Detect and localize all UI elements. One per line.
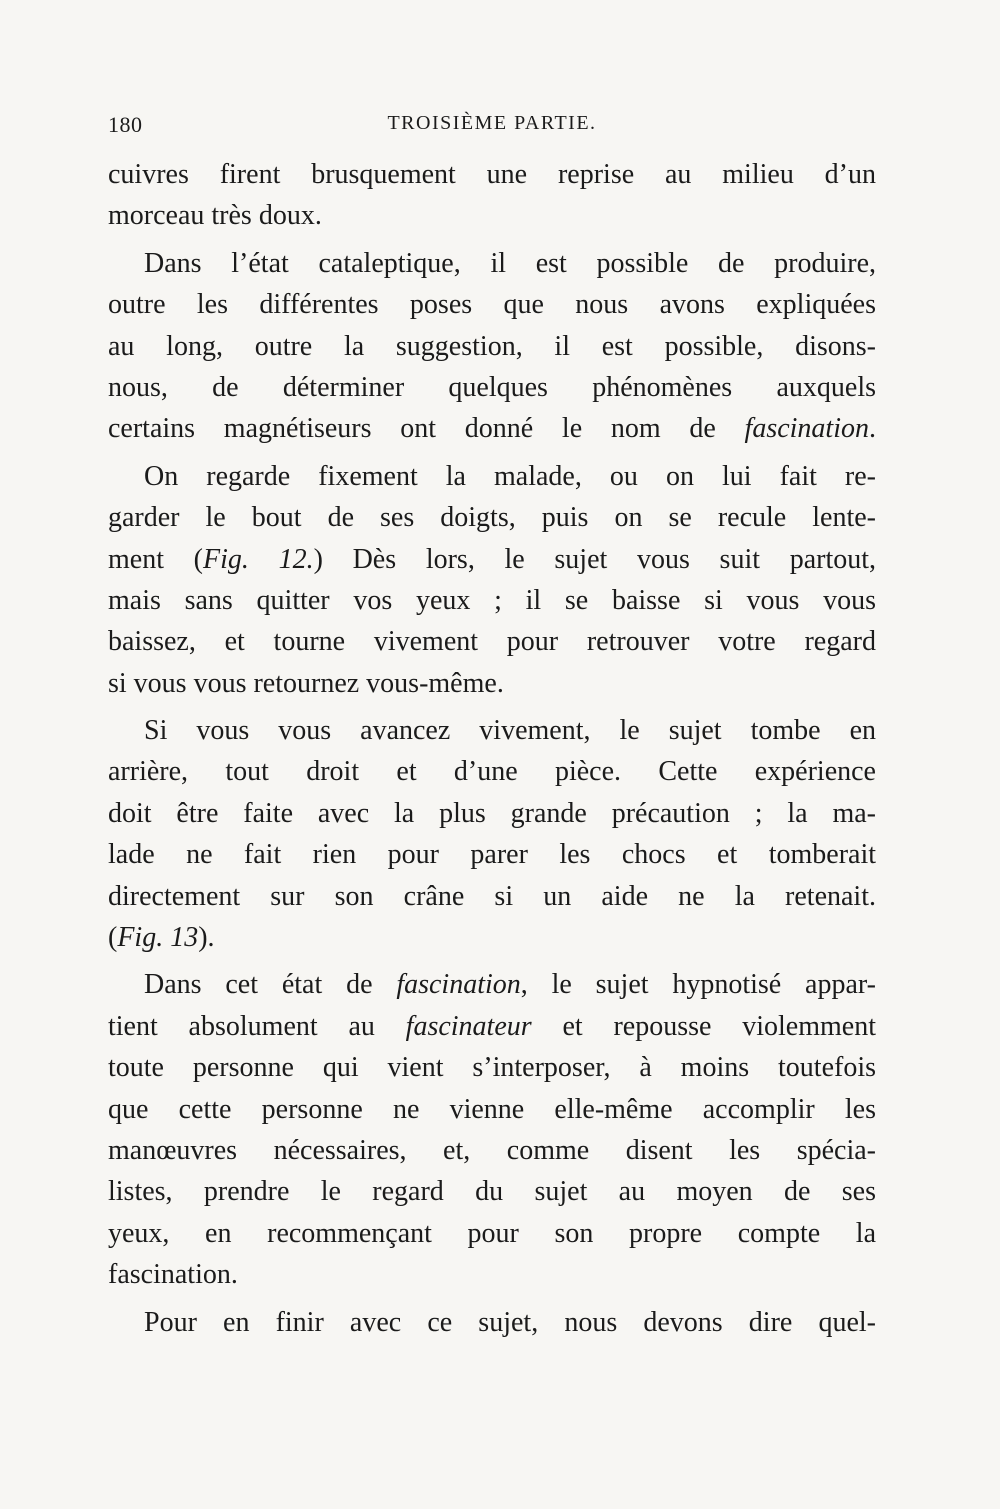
- text-line: garder le bout de ses doigts, puis on se recule lente-: [108, 502, 876, 534]
- text-line: listes, prendre le regard du sujet au moyen de ses: [108, 1176, 876, 1208]
- text-fragment: ment (: [108, 543, 203, 575]
- text-line: On regarde fixement la malade, ou on lui fait re-: [144, 460, 876, 492]
- text-line: morceau très doux.: [108, 200, 322, 232]
- running-head: TROISIÈME PARTIE.: [387, 112, 597, 134]
- text-line: Si vous vous avancez vivement, le sujet tombe en: [144, 715, 876, 747]
- figure-reference: Fig. 13: [117, 922, 199, 954]
- italic-term: fascinateur: [405, 1010, 532, 1042]
- text-line: fascination.: [108, 1259, 238, 1291]
- text-line: nous, de déterminer quelques phénomènes auxquels: [108, 371, 876, 403]
- text-line: [108, 539, 876, 580]
- text-line: si vous vous retournez vous-même.: [108, 667, 504, 699]
- text-line: manœuvres nécessaires, et, comme disent les spécia-: [108, 1134, 876, 1166]
- italic-term: fascination: [744, 413, 869, 445]
- text-fragment: (: [108, 922, 118, 954]
- text-line: toute personne qui vient s’interposer, à moins toutefois: [108, 1052, 876, 1084]
- text-line: [108, 1006, 876, 1047]
- text-line: mais sans quitter vos yeux ; il se baisse si vous vous: [108, 584, 876, 616]
- text-fragment: Dans cet état de: [144, 969, 397, 1001]
- text-fragment: tient absolument au: [108, 1010, 406, 1042]
- text-line: outre les différentes poses que nous avons expliquées: [108, 289, 876, 321]
- text-fragment: ) Dès lors, le sujet vous suit partout,: [313, 543, 876, 575]
- text-line: lade ne fait rien pour parer les chocs et tomberait: [108, 839, 876, 871]
- text-line: yeux, en recommençant pour son propre compte la: [108, 1217, 876, 1249]
- text-fragment: , le sujet hypnotisé appar-: [520, 969, 876, 1001]
- text-line: baissez, et tourne vivement pour retrouver votre regard: [108, 626, 876, 658]
- text-line: au long, outre la suggestion, il est possible, disons-: [108, 330, 876, 362]
- text-line: [108, 408, 876, 449]
- text-line: doit être faite avec la plus grande précaution ; la ma-: [108, 797, 876, 829]
- body-text: [108, 154, 876, 1343]
- figure-reference: Fig. 12.: [203, 543, 314, 575]
- text-line: que cette personne ne vienne elle-même accomplir les: [108, 1093, 876, 1125]
- page-number: 180: [108, 112, 143, 137]
- text-line: Dans l’état cataleptique, il est possible de produire,: [144, 247, 876, 279]
- page-header: [108, 112, 876, 142]
- text-fragment: ).: [198, 922, 215, 954]
- text-fragment: certains magnétiseurs ont donné le nom de: [108, 413, 745, 445]
- text-line: [108, 917, 876, 958]
- text-line: arrière, tout droit et d’une pièce. Cette expérience: [108, 756, 876, 788]
- text-line: [108, 964, 876, 1005]
- text-line: directement sur son crâne si un aide ne la retenait.: [108, 880, 876, 912]
- text-line: cuivres firent brusquement une reprise au milieu d’un: [108, 159, 876, 190]
- text-fragment: et repousse violemment: [531, 1010, 876, 1042]
- italic-term: fascination: [396, 969, 521, 1001]
- text-line: Pour en finir avec ce sujet, nous devons dire quel-: [144, 1306, 876, 1338]
- text-fragment: .: [869, 413, 876, 445]
